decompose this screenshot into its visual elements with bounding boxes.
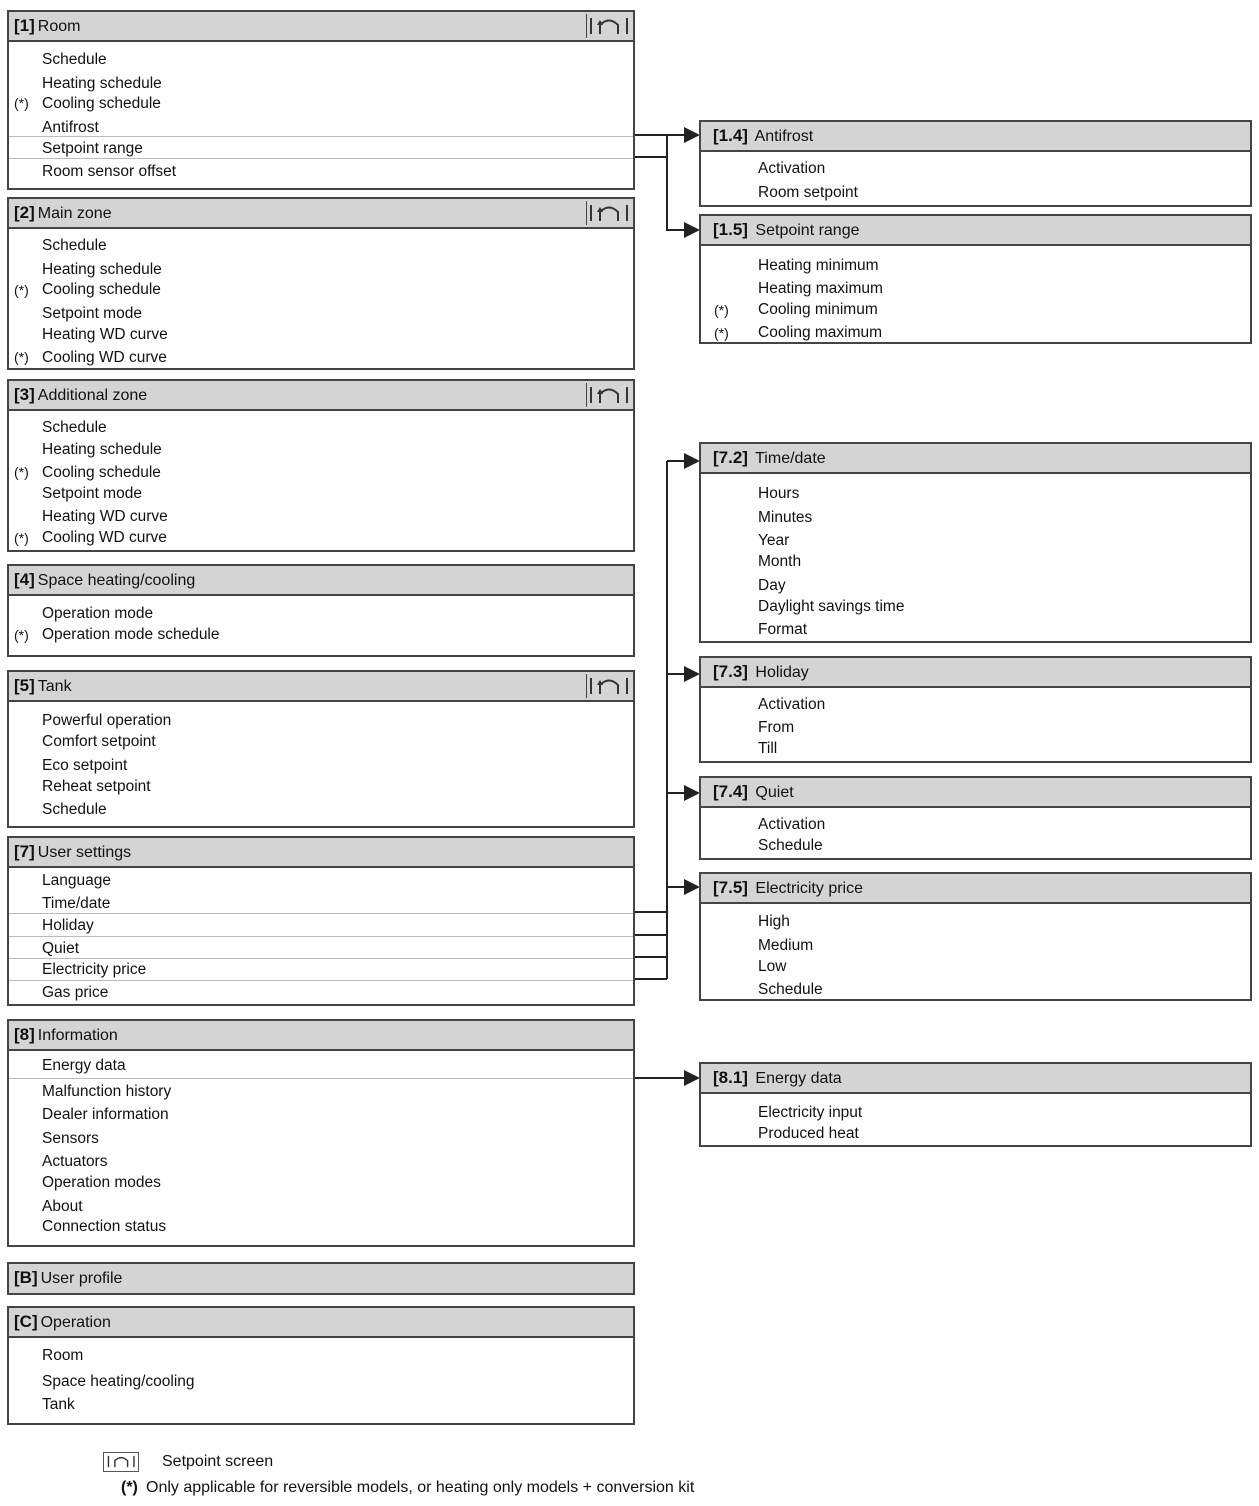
menu-item[interactable]: Cooling WD curve [42, 529, 167, 546]
setpoint-screen-icon[interactable] [586, 383, 629, 407]
wire-user-settings [634, 461, 667, 979]
setpoint-screen-icon[interactable] [586, 674, 629, 698]
menu-item[interactable]: Schedule [42, 419, 107, 436]
submenu-header: [8.1] Energy data [701, 1064, 1250, 1094]
menu-header: [8] Information [9, 1021, 633, 1051]
menu-item[interactable]: Schedule [42, 801, 107, 818]
menu-item[interactable]: Till [758, 740, 778, 757]
menu-room[interactable] [7, 10, 635, 190]
menu-header: [C] Operation [9, 1308, 633, 1338]
link-line [9, 958, 633, 959]
legend-note: Only applicable for reversible models, or heating only models + conversion kit [146, 1479, 695, 1496]
menu-item[interactable]: Operation mode schedule [42, 626, 220, 643]
menu-item[interactable]: Language [42, 872, 111, 889]
link-line [9, 980, 633, 981]
menu-item[interactable]: Year [758, 532, 790, 549]
menu-item[interactable]: Sensors [42, 1130, 99, 1147]
menu-item[interactable]: Cooling maximum [758, 324, 883, 341]
menu-header: [3] Additional zone [9, 381, 633, 411]
reversible-mark: (*) [14, 95, 29, 111]
submenu-antifrost[interactable] [699, 120, 1252, 207]
menu-item[interactable]: Energy data [42, 1057, 126, 1074]
menu-information[interactable] [7, 1019, 635, 1247]
menu-item[interactable]: Connection status [42, 1218, 167, 1235]
menu-item[interactable]: Space heating/cooling [42, 1373, 195, 1390]
menu-item[interactable]: Month [758, 553, 802, 570]
menu-item[interactable]: Comfort setpoint [42, 733, 156, 750]
menu-item[interactable]: Cooling schedule [42, 95, 161, 112]
menu-item[interactable]: Minutes [758, 509, 813, 526]
menu-item[interactable]: Operation modes [42, 1174, 161, 1191]
menu-item[interactable]: Actuators [42, 1153, 108, 1170]
submenu-header: [7.3] Holiday [701, 658, 1250, 688]
submenu-header: [1.4] Antifrost [701, 122, 1250, 152]
menu-item[interactable]: Produced heat [758, 1125, 859, 1142]
menu-item[interactable]: Heating WD curve [42, 508, 168, 525]
menu-item[interactable]: Format [758, 621, 808, 638]
menu-item[interactable]: Electricity price [42, 961, 147, 978]
submenu-holiday[interactable] [699, 656, 1252, 763]
menu-item[interactable]: Day [758, 577, 786, 594]
setpoint-screen-icon [103, 1452, 139, 1472]
menu-header: [4] Space heating/cooling [9, 566, 633, 596]
menu-item[interactable]: Activation [758, 696, 826, 713]
submenu-quiet[interactable] [699, 776, 1252, 860]
menu-operation[interactable] [7, 1306, 635, 1425]
menu-item[interactable]: Daylight savings time [758, 598, 905, 615]
menu-item[interactable]: High [758, 913, 790, 930]
link-line [9, 158, 633, 159]
reversible-mark: (*) [714, 302, 729, 318]
menu-item[interactable]: Operation mode [42, 605, 154, 622]
menu-item[interactable]: Heating schedule [42, 261, 162, 278]
menu-item[interactable]: Room sensor offset [42, 163, 177, 180]
submenu-setpoint-range[interactable] [699, 214, 1252, 344]
menu-item[interactable]: Eco setpoint [42, 757, 128, 774]
submenu-energy-data[interactable] [699, 1062, 1252, 1147]
menu-additional-zone[interactable] [7, 379, 635, 552]
menu-item[interactable]: Setpoint mode [42, 485, 142, 502]
menu-item[interactable]: Cooling WD curve [42, 349, 167, 366]
menu-item[interactable]: Heating schedule [42, 75, 162, 92]
menu-item[interactable]: Cooling schedule [42, 281, 161, 298]
reversible-mark: (*) [14, 627, 29, 643]
submenu-header: [7.2] Time/date [701, 444, 1250, 474]
submenu-time-date[interactable] [699, 442, 1252, 643]
menu-item[interactable]: Holiday [42, 917, 94, 934]
menu-item[interactable]: Schedule [42, 237, 107, 254]
menu-item[interactable]: From [758, 719, 795, 736]
reversible-mark: (*) [14, 282, 29, 298]
menu-item[interactable]: Quiet [42, 940, 80, 957]
submenu-header: [7.5] Electricity price [701, 874, 1250, 904]
menu-header: [2] Main zone [9, 199, 633, 229]
submenu-header: [1.5] Setpoint range [701, 216, 1250, 246]
link-line [9, 1078, 633, 1079]
link-line [9, 913, 633, 914]
link-line [9, 936, 633, 937]
menu-main-zone[interactable] [7, 197, 635, 370]
menu-item[interactable]: Activation [758, 160, 826, 177]
menu-user-profile[interactable] [7, 1262, 635, 1295]
menu-item[interactable]: Setpoint mode [42, 305, 142, 322]
menu-item[interactable]: Cooling schedule [42, 464, 161, 481]
legend-setpoint-label: Setpoint screen [162, 1453, 274, 1470]
menu-item[interactable]: Time/date [42, 895, 111, 912]
menu-item[interactable]: Room [42, 1347, 84, 1364]
menu-item[interactable]: Medium [758, 937, 814, 954]
wire-setpoint-range [634, 135, 698, 230]
reversible-mark: (*) [14, 464, 29, 480]
menu-item[interactable]: Room setpoint [758, 184, 858, 201]
menu-item[interactable]: About [42, 1198, 83, 1215]
menu-item[interactable]: Heating maximum [758, 280, 883, 297]
menu-item[interactable]: Malfunction history [42, 1083, 172, 1100]
menu-item[interactable]: Setpoint range [42, 140, 143, 157]
menu-item[interactable]: Schedule [42, 51, 107, 68]
menu-space-heating-cooling[interactable] [7, 564, 635, 657]
reversible-mark: (*) [14, 530, 29, 546]
menu-item[interactable]: Gas price [42, 984, 109, 1001]
menu-item[interactable]: Dealer information [42, 1106, 169, 1123]
menu-item[interactable]: Reheat setpoint [42, 778, 151, 795]
setpoint-screen-icon[interactable] [586, 14, 629, 38]
menu-header: [1] Room [9, 12, 633, 42]
menu-item[interactable]: Low [758, 958, 787, 975]
submenu-electricity-price[interactable] [699, 872, 1252, 1001]
menu-item[interactable]: Electricity input [758, 1104, 863, 1121]
menu-item[interactable]: Antifrost [42, 119, 99, 136]
submenu-header: [7.4] Quiet [701, 778, 1250, 808]
menu-item[interactable]: Heating schedule [42, 441, 162, 458]
menu-item[interactable]: Hours [758, 485, 800, 502]
menu-user-settings[interactable] [7, 836, 635, 1006]
menu-item[interactable]: Tank [42, 1396, 75, 1413]
setpoint-screen-icon[interactable] [586, 201, 629, 225]
link-line [9, 136, 633, 137]
menu-item[interactable]: Activation [758, 816, 826, 833]
reversible-mark: (*) [14, 349, 29, 365]
menu-item[interactable]: Schedule [758, 981, 823, 998]
menu-item[interactable]: Powerful operation [42, 712, 172, 729]
reversible-mark: (*) [714, 325, 729, 341]
menu-item[interactable]: Cooling minimum [758, 301, 878, 318]
menu-header: [5] Tank [9, 672, 633, 702]
menu-item[interactable]: Heating WD curve [42, 326, 168, 343]
menu-item[interactable]: Heating minimum [758, 257, 879, 274]
menu-item[interactable]: Schedule [758, 837, 823, 854]
menu-header: [7] User settings [9, 838, 633, 868]
menu-header: [B] User profile [9, 1264, 633, 1293]
menu-tank[interactable] [7, 670, 635, 828]
legend-note-mark: (*) [121, 1479, 138, 1496]
